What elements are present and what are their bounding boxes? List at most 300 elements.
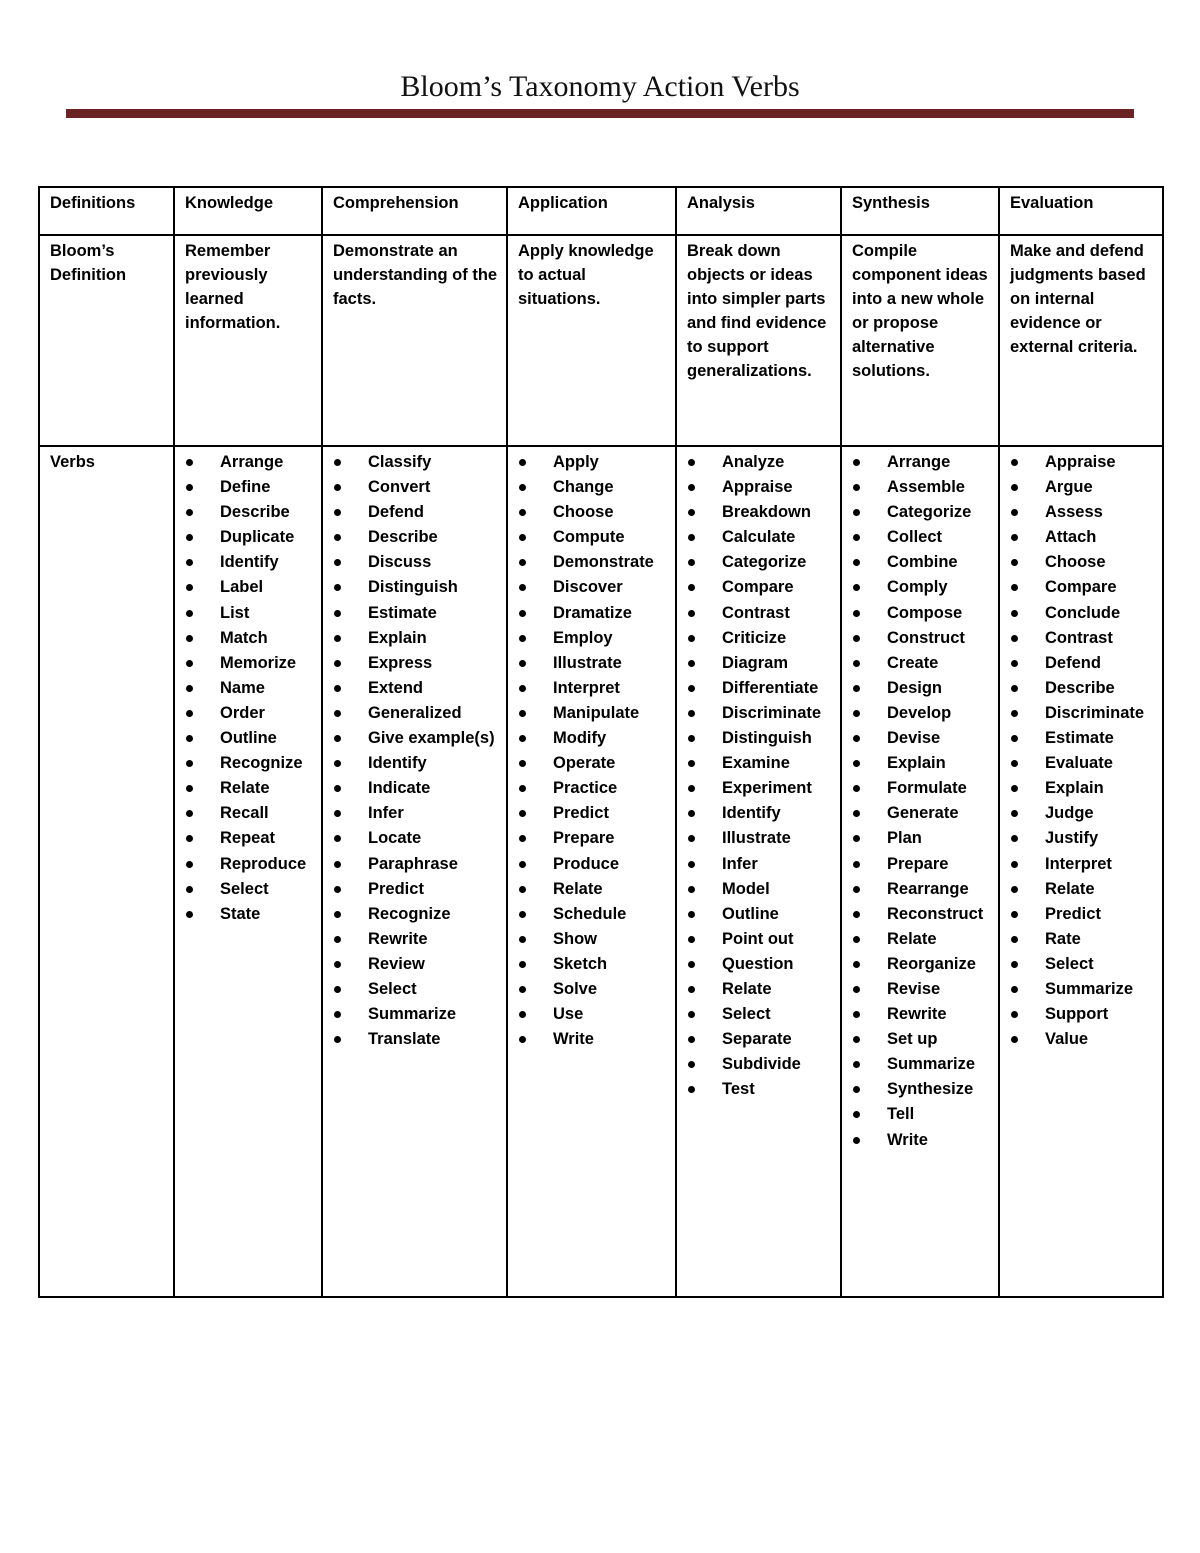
verb-item <box>687 500 832 525</box>
bullet-icon <box>334 710 341 717</box>
bullet-icon <box>1011 484 1018 491</box>
verb-item <box>185 450 313 475</box>
verb-item <box>687 1052 832 1077</box>
verb-text: Set up <box>887 1030 938 1049</box>
bullet-icon <box>186 835 193 842</box>
verb-text: Justify <box>1045 829 1099 848</box>
bullet-icon <box>1011 459 1018 466</box>
verb-item <box>852 1128 990 1153</box>
verbs-cell <box>841 446 999 1297</box>
verb-item <box>333 626 498 651</box>
verb-item <box>1010 575 1154 600</box>
verb-text: Schedule <box>553 904 627 923</box>
verb-item <box>518 801 667 826</box>
verb-text: Illustrate <box>722 829 791 848</box>
verb-text: Attach <box>1045 528 1097 547</box>
verb-text: Summarize <box>368 1005 457 1024</box>
bullet-icon <box>1011 961 1018 968</box>
verb-item <box>333 601 498 626</box>
verb-item <box>687 525 832 550</box>
bullet-icon <box>1011 810 1018 817</box>
verb-text: Design <box>887 678 943 697</box>
bullet-icon <box>1011 936 1018 943</box>
verb-text: Differentiate <box>722 678 819 697</box>
bullet-icon <box>688 911 695 918</box>
verb-text: Rewrite <box>368 929 428 948</box>
verb-text: Defend <box>1045 653 1101 672</box>
verb-item <box>518 1027 667 1052</box>
row-label: Bloom’s Definition <box>39 235 174 446</box>
verb-item <box>1010 450 1154 475</box>
verb-item <box>1010 525 1154 550</box>
bullet-icon <box>688 835 695 842</box>
verb-item <box>518 852 667 877</box>
verb-item <box>687 450 832 475</box>
verb-text: Combine <box>887 553 958 572</box>
verb-text: Employ <box>553 628 613 647</box>
verb-item <box>185 726 313 751</box>
bullet-icon <box>1011 835 1018 842</box>
bullet-icon <box>688 1036 695 1043</box>
verb-text: Compute <box>553 528 625 547</box>
definition-row <box>39 235 1163 446</box>
bullet-icon <box>688 810 695 817</box>
verb-text: Contrast <box>722 603 790 622</box>
verb-text: Extend <box>368 678 424 697</box>
verb-item <box>1010 651 1154 676</box>
verb-text: Value <box>1045 1030 1089 1049</box>
bullet-icon <box>688 760 695 767</box>
verb-item <box>518 525 667 550</box>
verb-text: Compare <box>1045 578 1117 597</box>
verb-text: Relate <box>553 879 603 898</box>
bullet-icon <box>519 710 526 717</box>
verb-item <box>687 1077 832 1102</box>
verb-item <box>852 475 990 500</box>
verb-item <box>852 525 990 550</box>
verb-item <box>852 651 990 676</box>
bullet-icon <box>853 1086 860 1093</box>
bullet-icon <box>519 635 526 642</box>
verb-text: Describe <box>220 503 290 522</box>
verb-text: Summarize <box>887 1055 976 1074</box>
verb-text: Memorize <box>220 653 297 672</box>
bullet-icon <box>334 986 341 993</box>
taxonomy-table <box>38 186 1164 1298</box>
verb-item <box>1010 751 1154 776</box>
bullet-icon <box>519 886 526 893</box>
bullet-icon <box>519 936 526 943</box>
verb-text: Identify <box>220 553 279 572</box>
bullet-icon <box>334 936 341 943</box>
bullet-icon <box>688 936 695 943</box>
bullet-icon <box>853 986 860 993</box>
verb-item <box>1010 977 1154 1002</box>
verb-text: Examine <box>722 754 790 773</box>
bullet-icon <box>688 961 695 968</box>
verb-item <box>852 701 990 726</box>
verb-text: Breakdown <box>722 503 811 522</box>
bullet-icon <box>519 559 526 566</box>
verb-text: Name <box>220 678 265 697</box>
bullet-icon <box>334 785 341 792</box>
bullet-icon <box>519 1036 526 1043</box>
verb-text: Revise <box>887 979 941 998</box>
bullet-icon <box>853 534 860 541</box>
verb-item <box>333 1002 498 1027</box>
verb-text: Subdivide <box>722 1055 801 1074</box>
bullet-icon <box>853 1036 860 1043</box>
verb-text: Rearrange <box>887 879 969 898</box>
bullet-icon <box>519 986 526 993</box>
verb-item <box>1010 801 1154 826</box>
bullet-icon <box>688 886 695 893</box>
verb-text: Define <box>220 478 271 497</box>
verb-item <box>687 575 832 600</box>
verb-item <box>852 601 990 626</box>
bullet-icon <box>688 459 695 466</box>
bullet-icon <box>519 785 526 792</box>
verb-item <box>852 500 990 525</box>
bullet-icon <box>1011 660 1018 667</box>
definition-cell: Apply knowledge to actual situations. <box>507 235 676 446</box>
verb-text: Infer <box>722 854 758 873</box>
bullet-icon <box>186 610 193 617</box>
bullet-icon <box>1011 986 1018 993</box>
bullet-icon <box>688 660 695 667</box>
verb-text: Select <box>368 979 417 998</box>
verb-item <box>687 977 832 1002</box>
verb-text: Judge <box>1045 804 1094 823</box>
verb-item <box>852 1102 990 1127</box>
verb-text: Generate <box>887 804 959 823</box>
verb-item <box>852 676 990 701</box>
bullet-icon <box>186 484 193 491</box>
bullet-icon <box>853 1061 860 1068</box>
verb-item <box>852 751 990 776</box>
bullet-icon <box>334 559 341 566</box>
verb-text: Assess <box>1045 503 1103 522</box>
verb-text: Translate <box>368 1030 441 1049</box>
verb-text: Choose <box>553 503 614 522</box>
bullet-icon <box>1011 861 1018 868</box>
verb-text: Outline <box>220 729 277 748</box>
verb-text: Categorize <box>722 553 807 572</box>
bullet-icon <box>1011 710 1018 717</box>
verb-item <box>1010 776 1154 801</box>
verb-text: Separate <box>722 1030 792 1049</box>
bullet-icon <box>186 685 193 692</box>
header-cell: Definitions <box>39 187 174 235</box>
verb-item <box>687 726 832 751</box>
verb-item <box>852 626 990 651</box>
bullet-icon <box>853 785 860 792</box>
verb-text: Estimate <box>368 603 437 622</box>
bullet-icon <box>688 559 695 566</box>
bullet-icon <box>688 735 695 742</box>
verb-item <box>185 475 313 500</box>
bullet-icon <box>519 810 526 817</box>
verb-text: Infer <box>368 804 404 823</box>
verb-item <box>852 575 990 600</box>
verb-item <box>1010 826 1154 851</box>
verb-item <box>185 852 313 877</box>
verb-item <box>333 450 498 475</box>
bullet-icon <box>519 534 526 541</box>
header-row <box>39 187 1163 235</box>
header-cell: Synthesis <box>841 187 999 235</box>
bullet-icon <box>334 735 341 742</box>
verb-item <box>687 852 832 877</box>
verb-text: Assemble <box>887 478 965 497</box>
verb-item <box>333 550 498 575</box>
bullet-icon <box>688 986 695 993</box>
verb-text: Identify <box>368 754 427 773</box>
verb-item <box>333 500 498 525</box>
verb-item <box>687 651 832 676</box>
bullet-icon <box>186 509 193 516</box>
verb-text: Categorize <box>887 503 972 522</box>
verb-item <box>518 651 667 676</box>
verb-text: Solve <box>553 979 598 998</box>
bullet-icon <box>519 911 526 918</box>
verb-text: Prepare <box>553 829 615 848</box>
bullet-icon <box>186 534 193 541</box>
verb-text: Relate <box>887 929 937 948</box>
verb-text: Estimate <box>1045 729 1114 748</box>
verb-text: Discriminate <box>1045 703 1145 722</box>
verb-list <box>333 450 498 1052</box>
verb-item <box>518 626 667 651</box>
verb-text: List <box>220 603 250 622</box>
verbs-cell <box>322 446 507 1297</box>
verb-text: Order <box>220 703 265 722</box>
bullet-icon <box>334 835 341 842</box>
bullet-icon <box>334 660 341 667</box>
bullet-icon <box>1011 1036 1018 1043</box>
verb-text: Review <box>368 954 425 973</box>
definition-cell: Demonstrate an understanding of the facts. <box>322 235 507 446</box>
verb-text: Create <box>887 653 939 672</box>
verb-item <box>852 826 990 851</box>
verb-item <box>333 852 498 877</box>
verbs-cell <box>999 446 1163 1297</box>
verb-text: Rate <box>1045 929 1081 948</box>
bullet-icon <box>853 459 860 466</box>
verb-text: Write <box>887 1130 928 1149</box>
definition-cell: Break down objects or ideas into simpler parts and find evidence to support generalizations. <box>676 235 841 446</box>
verb-text: Use <box>553 1005 584 1024</box>
bullet-icon <box>853 835 860 842</box>
verb-item <box>1010 902 1154 927</box>
verb-text: Discriminate <box>722 703 822 722</box>
verb-text: Prepare <box>887 854 949 873</box>
verb-text: Test <box>722 1080 755 1099</box>
verb-item <box>518 751 667 776</box>
bullet-icon <box>1011 760 1018 767</box>
verb-list <box>518 450 667 1052</box>
verb-text: Develop <box>887 703 952 722</box>
verb-item <box>852 1002 990 1027</box>
verb-text: Comply <box>887 578 948 597</box>
verb-item <box>518 826 667 851</box>
verb-item <box>518 977 667 1002</box>
verb-text: Support <box>1045 1005 1109 1024</box>
verb-item <box>333 902 498 927</box>
verb-text: Sketch <box>553 954 608 973</box>
verb-text: Predict <box>1045 904 1101 923</box>
verb-item <box>518 701 667 726</box>
verb-text: Apply <box>553 453 599 471</box>
bullet-icon <box>853 1137 860 1144</box>
bullet-icon <box>334 459 341 466</box>
verb-text: Locate <box>368 829 422 848</box>
bullet-icon <box>853 936 860 943</box>
verb-item <box>518 550 667 575</box>
bullet-icon <box>186 810 193 817</box>
bullet-icon <box>519 685 526 692</box>
verb-item <box>185 776 313 801</box>
verb-text: Evaluate <box>1045 754 1113 773</box>
verb-item <box>687 952 832 977</box>
bullet-icon <box>186 735 193 742</box>
verb-text: Formulate <box>887 779 967 798</box>
bullet-icon <box>334 961 341 968</box>
verb-text: Diagram <box>722 653 789 672</box>
bullet-icon <box>688 710 695 717</box>
bullet-icon <box>853 584 860 591</box>
verb-item <box>852 902 990 927</box>
bullet-icon <box>853 484 860 491</box>
verb-text: Demonstrate <box>553 553 654 572</box>
verb-item <box>687 877 832 902</box>
verb-text: Modify <box>553 729 607 748</box>
verb-text: Select <box>722 1005 771 1024</box>
bullet-icon <box>519 760 526 767</box>
verb-text: Duplicate <box>220 528 295 547</box>
bullet-icon <box>688 685 695 692</box>
bullet-icon <box>1011 785 1018 792</box>
bullet-icon <box>186 886 193 893</box>
verb-list <box>852 450 990 1153</box>
bullet-icon <box>519 1011 526 1018</box>
verb-item <box>185 626 313 651</box>
bullet-icon <box>186 635 193 642</box>
verb-text: Distinguish <box>368 578 458 597</box>
bullet-icon <box>186 710 193 717</box>
verb-item <box>1010 852 1154 877</box>
definition-cell: Make and defend judgments based on internal evidence or external criteria. <box>999 235 1163 446</box>
bullet-icon <box>186 760 193 767</box>
verb-item <box>1010 1002 1154 1027</box>
verb-text: Outline <box>722 904 779 923</box>
verb-item <box>852 801 990 826</box>
verb-list <box>687 450 832 1102</box>
verb-item <box>518 500 667 525</box>
verb-text: Distinguish <box>722 729 812 748</box>
header-cell: Comprehension <box>322 187 507 235</box>
bullet-icon <box>519 459 526 466</box>
verb-item <box>185 575 313 600</box>
bullet-icon <box>1011 1011 1018 1018</box>
verb-text: Discover <box>553 578 623 597</box>
verb-text: Calculate <box>722 528 796 547</box>
header-cell: Knowledge <box>174 187 322 235</box>
verb-item <box>1010 475 1154 500</box>
verb-item <box>687 751 832 776</box>
verb-text: Experiment <box>722 779 812 798</box>
verb-text: Interpret <box>553 678 620 697</box>
verb-text: Appraise <box>722 478 793 497</box>
verb-text: Synthesize <box>887 1080 974 1099</box>
verb-text: Manipulate <box>553 703 640 722</box>
verb-item <box>687 927 832 952</box>
verb-item <box>185 676 313 701</box>
verb-text: Choose <box>1045 553 1106 572</box>
verb-item <box>1010 500 1154 525</box>
verb-item <box>852 776 990 801</box>
definition-cell: Remember previously learned information. <box>174 235 322 446</box>
title-underline <box>66 109 1134 118</box>
verb-item <box>687 676 832 701</box>
bullet-icon <box>688 861 695 868</box>
verb-text: Practice <box>553 779 618 798</box>
verb-text: Recognize <box>368 904 451 923</box>
verb-item <box>518 726 667 751</box>
verb-item <box>852 927 990 952</box>
verb-list <box>185 450 313 927</box>
verb-text: Plan <box>887 829 922 848</box>
verb-list <box>1010 450 1154 1052</box>
verb-item <box>185 550 313 575</box>
verb-text: Recall <box>220 804 269 823</box>
verb-text: Operate <box>553 754 616 773</box>
bullet-icon <box>334 484 341 491</box>
bullet-icon <box>853 660 860 667</box>
verb-text: Indicate <box>368 779 431 798</box>
verb-item <box>687 776 832 801</box>
verb-text: Change <box>553 478 614 497</box>
header-cell: Evaluation <box>999 187 1163 235</box>
verb-item <box>687 626 832 651</box>
verb-item <box>1010 927 1154 952</box>
bullet-icon <box>688 534 695 541</box>
bullet-icon <box>853 559 860 566</box>
verb-item <box>687 1002 832 1027</box>
verb-item <box>333 751 498 776</box>
bullet-icon <box>519 584 526 591</box>
verb-item <box>333 475 498 500</box>
verb-text: Recognize <box>220 754 303 773</box>
bullet-icon <box>853 886 860 893</box>
definition-cell: Compile component ideas into a new whole or propose alternative solutions. <box>841 235 999 446</box>
verb-item <box>333 1027 498 1052</box>
verbs-cell <box>507 446 676 1297</box>
verb-text: Produce <box>553 854 620 873</box>
verb-item <box>518 902 667 927</box>
bullet-icon <box>853 810 860 817</box>
bullet-icon <box>853 685 860 692</box>
verb-item <box>1010 952 1154 977</box>
verb-item <box>518 776 667 801</box>
bullet-icon <box>186 911 193 918</box>
verb-text: State <box>220 904 261 923</box>
verb-item <box>333 651 498 676</box>
bullet-icon <box>1011 911 1018 918</box>
verb-text: Construct <box>887 628 965 647</box>
verb-item <box>687 826 832 851</box>
bullet-icon <box>519 961 526 968</box>
